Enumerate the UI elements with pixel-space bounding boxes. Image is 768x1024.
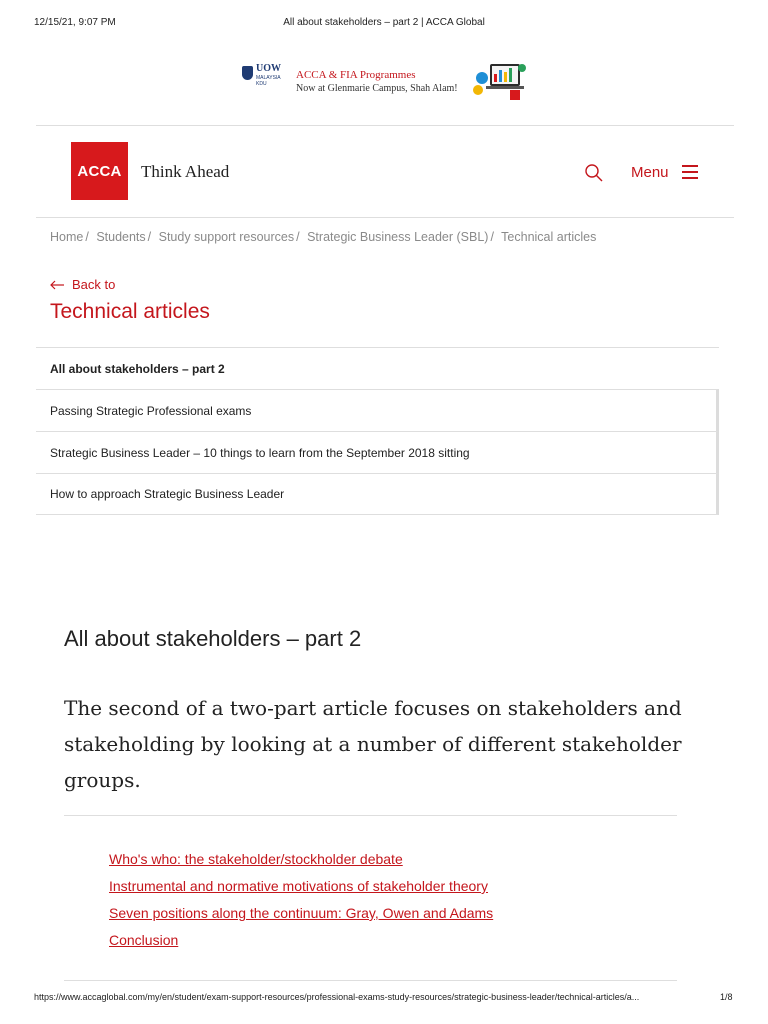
print-page-number: 1/8 [720,992,733,1002]
tagline: Think Ahead [141,162,230,181]
article-title: All about stakeholders – part 2 [64,626,362,651]
header-bottom-divider [36,217,734,218]
uow-logo-text: UOW [256,63,281,74]
list-item[interactable]: How to approach Strategic Business Leader [36,473,719,515]
toc-divider [64,980,677,981]
uow-logo-subtext: MALAYSIA KDU [256,75,281,87]
back-link-label: Back to [72,277,116,292]
banner-headline: ACCA & FIA Programmes [296,69,416,81]
toc-link-seven-positions[interactable]: Seven positions along the continuum: Gray, Owen and Adams [109,905,494,921]
article-intro: The second of a two-part article focuses on stakeholders and stakeholding by looking at a number of different stakeholder groups. [64,696,682,792]
menu-button[interactable] [631,160,698,184]
uow-logo [242,64,288,96]
search-button[interactable] [584,163,604,183]
breadcrumb-technical-articles[interactable]: Technical articles [501,230,597,244]
search-icon [584,163,604,183]
technical-articles-list [36,347,719,515]
toc-link-instrumental-normative[interactable]: Instrumental and normative motivations of stakeholder theory [109,878,488,894]
toc-link-whos-who[interactable]: Who's who: the stakeholder/stockholder debate [109,851,403,867]
banner-illustration-icon [470,60,528,102]
breadcrumb-sbl[interactable]: Strategic Business Leader (SBL) [307,230,489,244]
list-item[interactable]: Passing Strategic Professional exams [36,389,719,431]
acca-logo[interactable]: ACCA [71,142,128,200]
menu-label: Menu [631,163,669,181]
arrow-left-icon [50,280,64,290]
print-header [0,17,768,33]
back-link[interactable] [50,277,115,292]
intro-divider [64,815,677,816]
banner-subline: Now at Glenmarie Campus, Shah Alam! [296,83,458,94]
hamburger-icon [682,165,698,179]
print-page-title: All about stakeholders – part 2 | ACCA Global [283,17,485,28]
list-item[interactable]: Strategic Business Leader – 10 things to learn from the September 2018 sitting [36,431,719,473]
table-of-contents [109,846,493,954]
breadcrumb-home[interactable]: Home [50,230,84,244]
advertisement-banner[interactable] [240,58,528,104]
print-url: https://www.accaglobal.com/my/en/student/exam-support-resources/professional-exams-study-resources/strategic-business-leader/technical-articles/a... [34,992,640,1002]
print-datetime: 12/15/21, 9:07 PM [34,17,116,28]
header-top-divider [36,125,734,126]
breadcrumb: Home / Students / Study support resources / Strategic Business Leader (SBL) / Technical articles [50,230,597,244]
section-title[interactable]: Technical articles [50,300,210,323]
crest-icon [242,66,253,80]
toc-link-conclusion[interactable]: Conclusion [109,932,179,948]
breadcrumb-study-support[interactable]: Study support resources [158,230,295,244]
list-item-active[interactable]: All about stakeholders – part 2 [36,347,719,389]
breadcrumb-students[interactable]: Students [96,230,146,244]
